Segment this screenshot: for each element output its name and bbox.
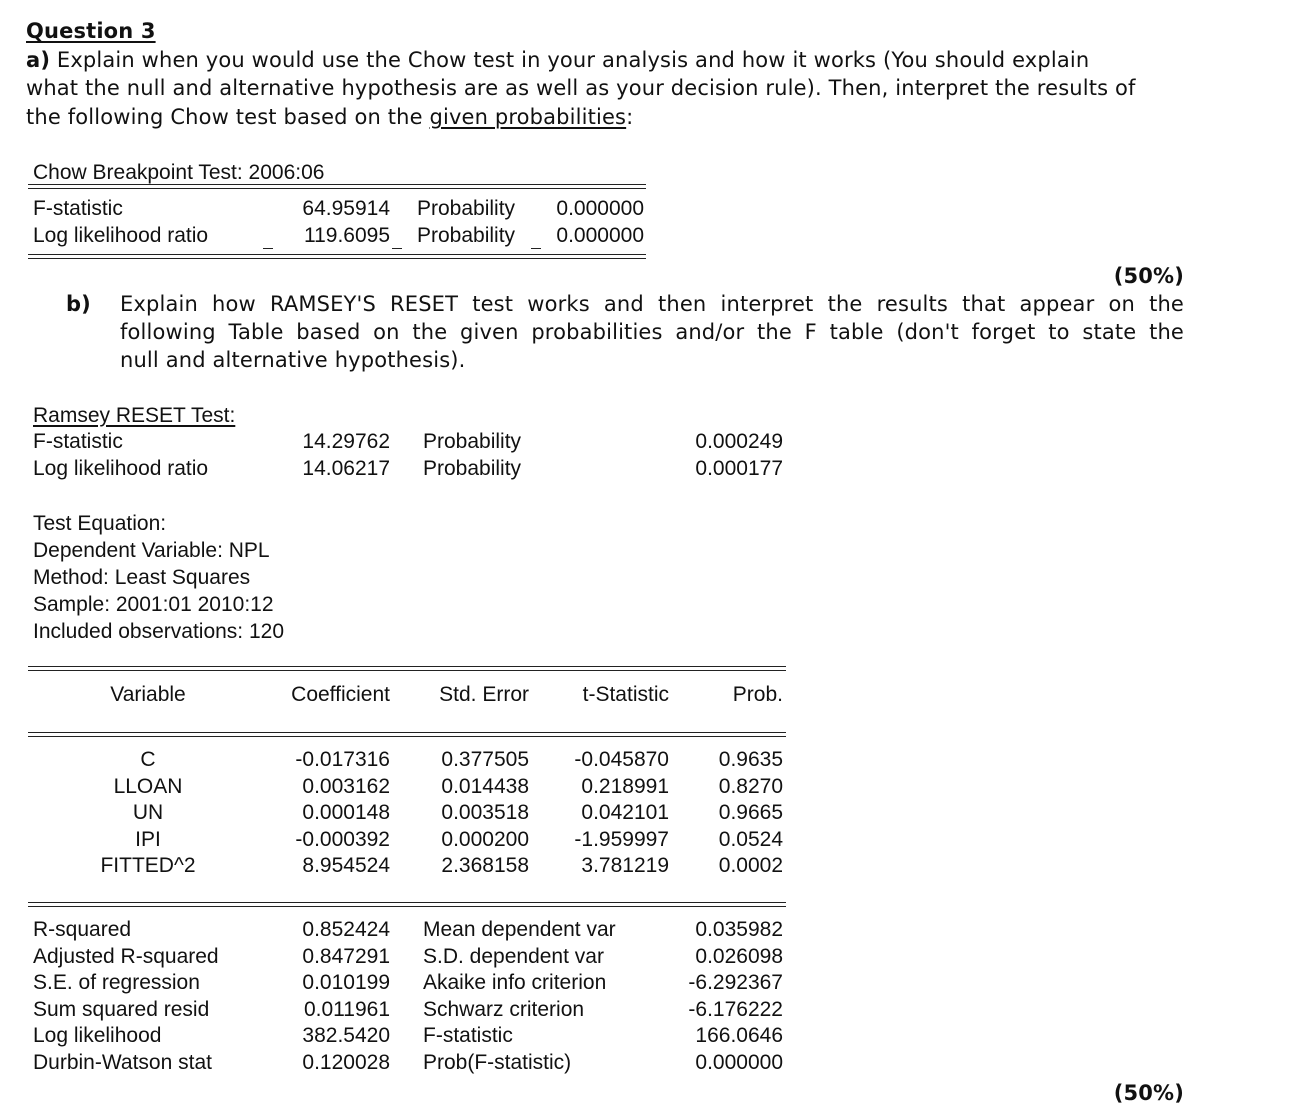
stat-label: Adjusted R-squared xyxy=(33,945,219,968)
given-probabilities-text: given probabilities xyxy=(429,105,627,129)
dependent-variable: Dependent Variable: NPL xyxy=(33,539,270,562)
ramsey-row-label: F-statistic xyxy=(33,430,123,453)
cell-prob: 0.8270 xyxy=(718,775,783,798)
chow-tick xyxy=(392,248,402,249)
included-observations: Included observations: 120 xyxy=(33,620,285,643)
stat-label: S.E. of regression xyxy=(33,971,200,994)
part-b-label: b) xyxy=(66,292,91,316)
chow-row-prob-label: Probability xyxy=(417,197,516,220)
stat-value: 0.010199 xyxy=(302,971,390,994)
cell-std-error: 2.368158 xyxy=(441,854,529,877)
stat-value: 0.011961 xyxy=(303,998,390,1021)
part-a-text-3: the following Chow test based on the xyxy=(26,105,430,129)
ramsey-row-prob-label: Probability xyxy=(423,457,522,480)
stat-label-2: S.D. dependent var xyxy=(423,945,604,968)
stat-value-2: -6.176222 xyxy=(688,998,783,1021)
stat-value: 0.852424 xyxy=(302,918,390,941)
part-a-weight: (50%) xyxy=(1113,264,1184,288)
part-b-line-2: following Table based on the given probabilities and/or the F table (don't forget to state the xyxy=(120,320,1184,344)
method: Method: Least Squares xyxy=(33,566,251,589)
chow-tick xyxy=(531,248,541,249)
stat-value-2: -6.292367 xyxy=(688,971,783,994)
cell-variable: IPI xyxy=(135,828,161,851)
stat-label-2: Schwarz criterion xyxy=(423,998,585,1021)
chow-tick xyxy=(263,248,273,249)
cell-std-error: 0.003518 xyxy=(441,801,529,824)
cell-std-error: 0.014438 xyxy=(441,775,529,798)
header-std-error: Std. Error xyxy=(439,683,529,706)
stat-value: 382.5420 xyxy=(302,1024,390,1047)
chow-row-prob: 0.000000 xyxy=(556,197,644,220)
chow-row-value: 119.6095 xyxy=(303,224,390,247)
part-a-line-1 xyxy=(26,46,1089,74)
ramsey-row-prob: 0.000177 xyxy=(695,457,783,480)
cell-variable: FITTED^2 xyxy=(100,854,196,877)
table-top-rule xyxy=(28,666,786,671)
cell-coefficient: 0.000148 xyxy=(302,801,390,824)
ramsey-title: Ramsey RESET Test: xyxy=(33,404,236,427)
part-b-line-3: null and alternative hypothesis). xyxy=(120,348,466,372)
part-a-text-1: Explain when you would use the Chow test in your analysis and how it works (You should explain xyxy=(56,48,1090,72)
stat-label-2: Akaike info criterion xyxy=(423,971,607,994)
part-a-line-3 xyxy=(26,103,633,131)
stat-label-2: Prob(F-statistic) xyxy=(423,1051,572,1074)
ramsey-row-prob-label: Probability xyxy=(423,430,522,453)
cell-t-statistic: -0.045870 xyxy=(574,748,669,771)
header-t-statistic: t-Statistic xyxy=(582,683,669,706)
cell-prob: 0.9665 xyxy=(718,801,783,824)
table-header-rule xyxy=(28,732,786,737)
chow-row-label: Log likelihood ratio xyxy=(33,224,209,247)
stat-value: 0.847291 xyxy=(302,945,390,968)
cell-t-statistic: 0.218991 xyxy=(581,775,669,798)
chow-row-value: 64.95914 xyxy=(302,197,390,220)
cell-prob: 0.9635 xyxy=(718,748,783,771)
stat-value-2: 166.0646 xyxy=(695,1024,783,1047)
part-b-weight: (50%) xyxy=(1113,1081,1184,1105)
chow-row-prob-label: Probability xyxy=(417,224,516,247)
stat-value-2: 0.035982 xyxy=(695,918,783,941)
test-equation-heading: Test Equation: xyxy=(33,512,167,535)
cell-t-statistic: 3.781219 xyxy=(581,854,669,877)
part-b-line-1: Explain how RAMSEY'S RESET test works and then interpret the results that appear on the xyxy=(120,292,1184,316)
cell-prob: 0.0002 xyxy=(718,854,783,877)
chow-bottom-rule xyxy=(28,254,646,259)
cell-coefficient: 0.003162 xyxy=(302,775,390,798)
stat-label-2: F-statistic xyxy=(423,1024,513,1047)
header-coefficient: Coefficient xyxy=(291,683,390,706)
sample: Sample: 2001:01 2010:12 xyxy=(33,593,274,616)
stat-value-2: 0.026098 xyxy=(695,945,783,968)
cell-t-statistic: 0.042101 xyxy=(581,801,669,824)
part-a-label: a) xyxy=(26,48,51,72)
cell-variable: LLOAN xyxy=(113,775,183,798)
chow-row-label: F-statistic xyxy=(33,197,123,220)
cell-coefficient: 8.954524 xyxy=(302,854,390,877)
chow-title: Chow Breakpoint Test: 2006:06 xyxy=(33,161,325,184)
cell-variable: C xyxy=(140,748,156,771)
ramsey-row-label: Log likelihood ratio xyxy=(33,457,209,480)
chow-row-prob: 0.000000 xyxy=(556,224,644,247)
stat-value: 0.120028 xyxy=(302,1051,390,1074)
cell-std-error: 0.000200 xyxy=(441,828,529,851)
cell-variable: UN xyxy=(132,801,164,824)
table-bottom-rule xyxy=(28,902,786,907)
ramsey-row-value: 14.06217 xyxy=(302,457,390,480)
question-title: Question 3 xyxy=(26,19,156,43)
stat-label: Sum squared resid xyxy=(33,998,210,1021)
cell-std-error: 0.377505 xyxy=(441,748,529,771)
ramsey-row-prob: 0.000249 xyxy=(695,430,783,453)
part-a-colon: : xyxy=(626,105,634,129)
stat-label: Log likelihood xyxy=(33,1024,162,1047)
cell-coefficient: -0.000392 xyxy=(295,828,390,851)
header-prob: Prob. xyxy=(732,683,783,706)
ramsey-row-value: 14.29762 xyxy=(302,430,390,453)
stat-label: R-squared xyxy=(33,918,132,941)
cell-t-statistic: -1.959997 xyxy=(574,828,669,851)
cell-coefficient: -0.017316 xyxy=(295,748,390,771)
part-a-line-2: what the null and alternative hypothesis are as well as your decision rule). Then, interpret the results of xyxy=(26,76,1136,100)
cell-prob: 0.0524 xyxy=(718,828,783,851)
stat-label: Durbin-Watson stat xyxy=(33,1051,212,1074)
header-variable: Variable xyxy=(110,683,186,706)
stat-label-2: Mean dependent var xyxy=(423,918,616,941)
chow-top-rule xyxy=(28,184,646,189)
stat-value-2: 0.000000 xyxy=(695,1051,783,1074)
